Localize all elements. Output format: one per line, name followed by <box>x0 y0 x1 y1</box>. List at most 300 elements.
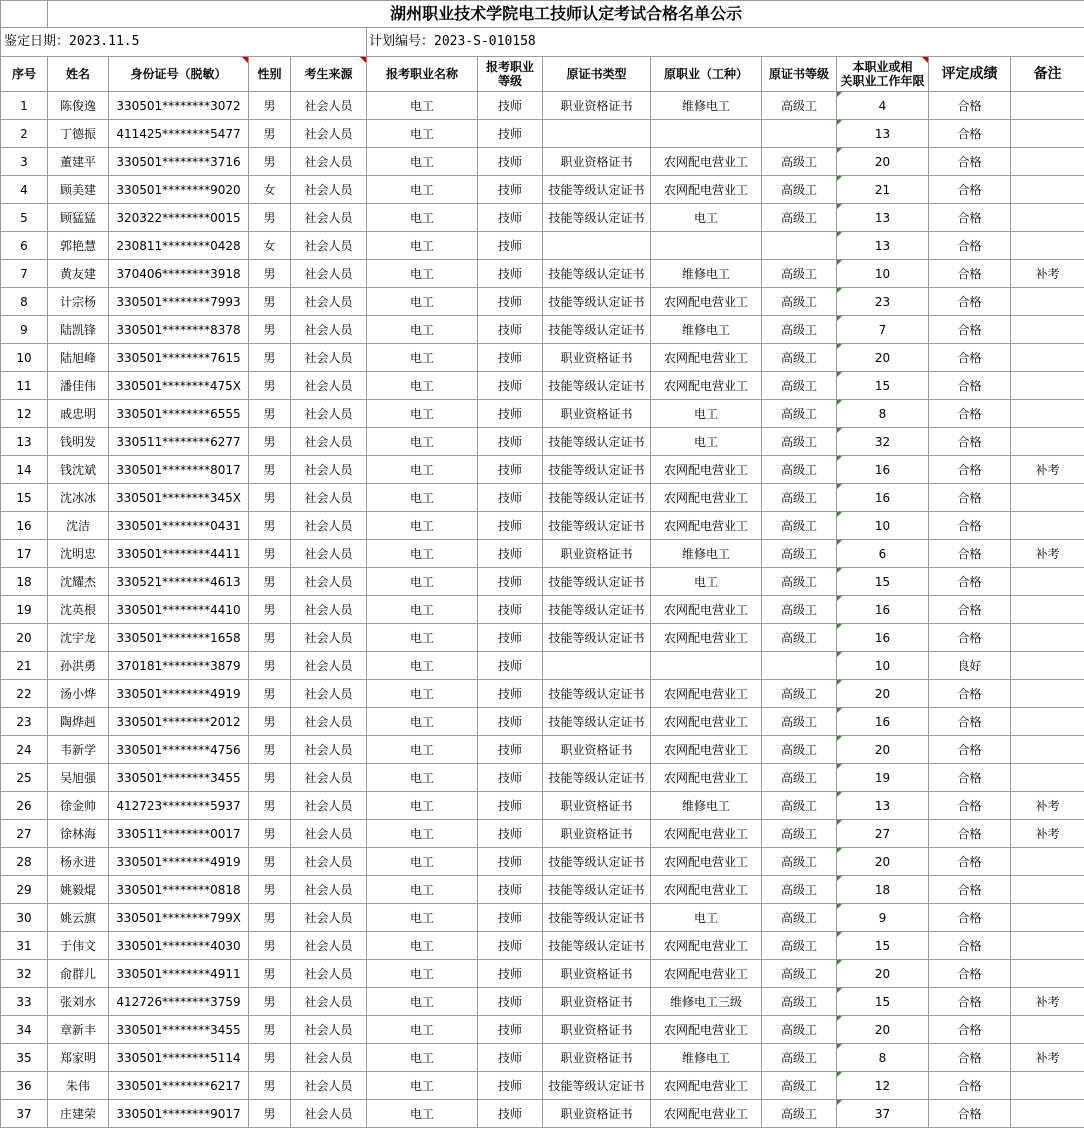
cell-occupation[interactable]: 电工 <box>367 92 478 120</box>
cell-cert-type[interactable]: 技能等级认定证书 <box>543 848 651 876</box>
cell-remarks[interactable]: 补考 <box>1011 456 1084 484</box>
cell-source[interactable]: 社会人员 <box>291 176 367 204</box>
cell-id-number[interactable]: 330521********4613 <box>109 568 249 596</box>
cell-source[interactable]: 社会人员 <box>291 512 367 540</box>
cell-gender[interactable]: 男 <box>249 792 291 820</box>
cell-original-occupation[interactable]: 农网配电营业工 <box>651 456 762 484</box>
cell-seq[interactable]: 28 <box>1 848 48 876</box>
cell-source[interactable]: 社会人员 <box>291 456 367 484</box>
cell-id-number[interactable]: 330501********9017 <box>109 1100 249 1128</box>
cell-gender[interactable]: 男 <box>249 960 291 988</box>
cell-work-years[interactable]: 20 <box>837 736 929 764</box>
cell-level[interactable]: 技师 <box>478 988 543 1016</box>
cell-occupation[interactable]: 电工 <box>367 176 478 204</box>
cell-source[interactable]: 社会人员 <box>291 876 367 904</box>
header-level[interactable] <box>478 57 543 92</box>
cell-work-years[interactable]: 16 <box>837 624 929 652</box>
cell-occupation[interactable]: 电工 <box>367 848 478 876</box>
cell-id-number[interactable]: 330501********475X <box>109 372 249 400</box>
cell-gender[interactable]: 女 <box>249 232 291 260</box>
cell-level[interactable]: 技师 <box>478 568 543 596</box>
cell-id-number[interactable]: 411425********5477 <box>109 120 249 148</box>
cell-occupation[interactable]: 电工 <box>367 820 478 848</box>
cell-remarks[interactable] <box>1011 204 1084 232</box>
cell-level[interactable]: 技师 <box>478 456 543 484</box>
cell-occupation[interactable]: 电工 <box>367 876 478 904</box>
cell-source[interactable]: 社会人员 <box>291 848 367 876</box>
cell-gender[interactable]: 男 <box>249 904 291 932</box>
cell-level[interactable]: 技师 <box>478 764 543 792</box>
cell-gender[interactable]: 男 <box>249 428 291 456</box>
cell-occupation[interactable]: 电工 <box>367 316 478 344</box>
cell-cert-level[interactable]: 高级工 <box>762 92 837 120</box>
cell-result[interactable]: 合格 <box>929 428 1011 456</box>
cell-id-number[interactable]: 330501********4410 <box>109 596 249 624</box>
cell-original-occupation[interactable]: 维修电工 <box>651 792 762 820</box>
cell-original-occupation[interactable] <box>651 652 762 680</box>
cell-cert-level[interactable]: 高级工 <box>762 344 837 372</box>
cell-occupation[interactable]: 电工 <box>367 596 478 624</box>
cell-name[interactable]: 姚云旗 <box>48 904 109 932</box>
cell-cert-level[interactable]: 高级工 <box>762 596 837 624</box>
cell-gender[interactable]: 男 <box>249 260 291 288</box>
cell-cert-type[interactable]: 职业资格证书 <box>543 148 651 176</box>
cell-cert-level[interactable]: 高级工 <box>762 148 837 176</box>
cell-id-number[interactable]: 330501********8378 <box>109 316 249 344</box>
cell-level[interactable]: 技师 <box>478 904 543 932</box>
cell-cert-type[interactable]: 技能等级认定证书 <box>543 204 651 232</box>
cell-id-number[interactable]: 330501********6555 <box>109 400 249 428</box>
cell-level[interactable]: 技师 <box>478 428 543 456</box>
cell-cert-level[interactable]: 高级工 <box>762 904 837 932</box>
cell-name[interactable]: 陆旭峰 <box>48 344 109 372</box>
cell-original-occupation[interactable]: 电工 <box>651 904 762 932</box>
cell-cert-type[interactable]: 技能等级认定证书 <box>543 288 651 316</box>
cell-result[interactable]: 合格 <box>929 456 1011 484</box>
cell-gender[interactable]: 男 <box>249 624 291 652</box>
cell-cert-level[interactable]: 高级工 <box>762 260 837 288</box>
cell-id-number[interactable]: 230811********0428 <box>109 232 249 260</box>
cell-cert-level[interactable]: 高级工 <box>762 932 837 960</box>
cell-level[interactable]: 技师 <box>478 680 543 708</box>
cell-result[interactable]: 合格 <box>929 820 1011 848</box>
cell-result[interactable]: 合格 <box>929 764 1011 792</box>
cell-original-occupation[interactable]: 农网配电营业工 <box>651 624 762 652</box>
cell-name[interactable]: 潘佳伟 <box>48 372 109 400</box>
cell-level[interactable]: 技师 <box>478 540 543 568</box>
cell-seq[interactable]: 3 <box>1 148 48 176</box>
cell-occupation[interactable]: 电工 <box>367 904 478 932</box>
cell-level[interactable]: 技师 <box>478 372 543 400</box>
cell-work-years[interactable]: 18 <box>837 876 929 904</box>
cell-occupation[interactable]: 电工 <box>367 148 478 176</box>
cell-cert-type[interactable]: 职业资格证书 <box>543 400 651 428</box>
cell-cert-level[interactable]: 高级工 <box>762 624 837 652</box>
cell-result[interactable]: 合格 <box>929 708 1011 736</box>
cell-remarks[interactable] <box>1011 764 1084 792</box>
cell-remarks[interactable] <box>1011 372 1084 400</box>
cell-gender[interactable]: 男 <box>249 400 291 428</box>
cell-seq[interactable]: 31 <box>1 932 48 960</box>
cell-remarks[interactable]: 补考 <box>1011 1044 1084 1072</box>
cell-result[interactable]: 合格 <box>929 624 1011 652</box>
cell-name[interactable]: 孙洪勇 <box>48 652 109 680</box>
cell-original-occupation[interactable] <box>651 120 762 148</box>
cell-source[interactable]: 社会人员 <box>291 1044 367 1072</box>
cell-name[interactable]: 陶烨赳 <box>48 708 109 736</box>
cell-gender[interactable]: 男 <box>249 680 291 708</box>
cell-work-years[interactable]: 13 <box>837 204 929 232</box>
cell-source[interactable]: 社会人员 <box>291 568 367 596</box>
cell-source[interactable]: 社会人员 <box>291 652 367 680</box>
cell-result[interactable]: 合格 <box>929 288 1011 316</box>
cell-source[interactable]: 社会人员 <box>291 1100 367 1128</box>
cell-remarks[interactable]: 补考 <box>1011 260 1084 288</box>
cell-seq[interactable]: 25 <box>1 764 48 792</box>
cell-remarks[interactable]: 补考 <box>1011 792 1084 820</box>
cell-seq[interactable]: 19 <box>1 596 48 624</box>
cell-occupation[interactable]: 电工 <box>367 1100 478 1128</box>
cell-result[interactable]: 合格 <box>929 92 1011 120</box>
cell-seq[interactable]: 17 <box>1 540 48 568</box>
cell-source[interactable]: 社会人员 <box>291 1016 367 1044</box>
cell-seq[interactable]: 7 <box>1 260 48 288</box>
cell-cert-level[interactable]: 高级工 <box>762 372 837 400</box>
cell-level[interactable]: 技师 <box>478 624 543 652</box>
cell-occupation[interactable]: 电工 <box>367 260 478 288</box>
cell-remarks[interactable] <box>1011 400 1084 428</box>
cell-cert-type[interactable]: 职业资格证书 <box>543 1044 651 1072</box>
cell-remarks[interactable] <box>1011 120 1084 148</box>
cell-name[interactable]: 俞群儿 <box>48 960 109 988</box>
cell-id-number[interactable]: 330501********3072 <box>109 92 249 120</box>
cell-result[interactable]: 合格 <box>929 1100 1011 1128</box>
cell-level[interactable]: 技师 <box>478 512 543 540</box>
cell-source[interactable]: 社会人员 <box>291 540 367 568</box>
cell-id-number[interactable]: 330501********3455 <box>109 1016 249 1044</box>
cell-level[interactable]: 技师 <box>478 260 543 288</box>
cell-gender[interactable]: 男 <box>249 372 291 400</box>
cell-id-number[interactable]: 330501********2012 <box>109 708 249 736</box>
cell-source[interactable]: 社会人员 <box>291 708 367 736</box>
cell-occupation[interactable]: 电工 <box>367 680 478 708</box>
cell-occupation[interactable]: 电工 <box>367 736 478 764</box>
cell-original-occupation[interactable]: 农网配电营业工 <box>651 372 762 400</box>
cell-result[interactable]: 合格 <box>929 568 1011 596</box>
title-gutter-cell[interactable] <box>1 1 48 28</box>
cell-gender[interactable]: 男 <box>249 92 291 120</box>
cell-original-occupation[interactable]: 维修电工 <box>651 260 762 288</box>
cell-remarks[interactable] <box>1011 568 1084 596</box>
cell-level[interactable]: 技师 <box>478 960 543 988</box>
cell-name[interactable]: 庄建荣 <box>48 1100 109 1128</box>
cell-source[interactable]: 社会人员 <box>291 1072 367 1100</box>
cell-remarks[interactable]: 补考 <box>1011 540 1084 568</box>
cell-gender[interactable]: 男 <box>249 540 291 568</box>
cell-source[interactable]: 社会人员 <box>291 316 367 344</box>
exam-date[interactable]: 鉴定日期：2023.11.5 <box>1 28 367 57</box>
cell-remarks[interactable] <box>1011 596 1084 624</box>
cell-name[interactable]: 沈冰冰 <box>48 484 109 512</box>
cell-remarks[interactable] <box>1011 876 1084 904</box>
cell-seq[interactable]: 8 <box>1 288 48 316</box>
cell-work-years[interactable]: 20 <box>837 960 929 988</box>
cell-occupation[interactable]: 电工 <box>367 1044 478 1072</box>
cell-gender[interactable]: 男 <box>249 652 291 680</box>
cell-occupation[interactable]: 电工 <box>367 204 478 232</box>
cell-cert-level[interactable]: 高级工 <box>762 456 837 484</box>
cell-name[interactable]: 顾美建 <box>48 176 109 204</box>
cell-name[interactable]: 钱明发 <box>48 428 109 456</box>
cell-result[interactable]: 合格 <box>929 1044 1011 1072</box>
cell-cert-level[interactable]: 高级工 <box>762 736 837 764</box>
cell-work-years[interactable]: 9 <box>837 904 929 932</box>
cell-result[interactable]: 合格 <box>929 876 1011 904</box>
cell-name[interactable]: 沈洁 <box>48 512 109 540</box>
cell-result[interactable]: 合格 <box>929 792 1011 820</box>
cell-gender[interactable]: 男 <box>249 344 291 372</box>
cell-level[interactable]: 技师 <box>478 232 543 260</box>
cell-level[interactable]: 技师 <box>478 400 543 428</box>
cell-work-years[interactable]: 20 <box>837 148 929 176</box>
cell-id-number[interactable]: 370181********3879 <box>109 652 249 680</box>
cell-occupation[interactable]: 电工 <box>367 568 478 596</box>
page-title[interactable]: 湖州职业技术学院电工技师认定考试合格名单公示 <box>48 1 1084 28</box>
cell-remarks[interactable] <box>1011 232 1084 260</box>
cell-occupation[interactable]: 电工 <box>367 512 478 540</box>
cell-occupation[interactable]: 电工 <box>367 1072 478 1100</box>
cell-result[interactable]: 合格 <box>929 148 1011 176</box>
cell-name[interactable]: 朱伟 <box>48 1072 109 1100</box>
cell-cert-type[interactable]: 技能等级认定证书 <box>543 764 651 792</box>
cell-seq[interactable]: 30 <box>1 904 48 932</box>
cell-remarks[interactable] <box>1011 512 1084 540</box>
cell-source[interactable]: 社会人员 <box>291 260 367 288</box>
cell-cert-level[interactable]: 高级工 <box>762 316 837 344</box>
cell-name[interactable]: 徐林海 <box>48 820 109 848</box>
cell-original-occupation[interactable]: 电工 <box>651 428 762 456</box>
cell-cert-type[interactable]: 职业资格证书 <box>543 1016 651 1044</box>
cell-id-number[interactable]: 330501********9020 <box>109 176 249 204</box>
cell-source[interactable]: 社会人员 <box>291 484 367 512</box>
cell-name[interactable]: 沈英根 <box>48 596 109 624</box>
cell-source[interactable]: 社会人员 <box>291 960 367 988</box>
cell-id-number[interactable]: 330501********6217 <box>109 1072 249 1100</box>
header-occupation[interactable]: 报考职业名称 <box>367 57 478 92</box>
cell-occupation[interactable]: 电工 <box>367 1016 478 1044</box>
cell-cert-level[interactable] <box>762 120 837 148</box>
cell-occupation[interactable]: 电工 <box>367 764 478 792</box>
cell-original-occupation[interactable] <box>651 232 762 260</box>
cell-seq[interactable]: 34 <box>1 1016 48 1044</box>
cell-id-number[interactable]: 412726********3759 <box>109 988 249 1016</box>
cell-gender[interactable]: 男 <box>249 1072 291 1100</box>
cell-seq[interactable]: 5 <box>1 204 48 232</box>
cell-cert-level[interactable]: 高级工 <box>762 988 837 1016</box>
cell-work-years[interactable]: 10 <box>837 512 929 540</box>
cell-name[interactable]: 章新丰 <box>48 1016 109 1044</box>
cell-cert-level[interactable]: 高级工 <box>762 288 837 316</box>
header-id-number[interactable]: 身份证号（脱敏） <box>109 57 249 92</box>
cell-remarks[interactable] <box>1011 652 1084 680</box>
cell-seq[interactable]: 10 <box>1 344 48 372</box>
cell-source[interactable]: 社会人员 <box>291 232 367 260</box>
cell-cert-type[interactable] <box>543 232 651 260</box>
plan-number[interactable]: 计划编号：2023-S-010158 <box>367 28 1084 57</box>
cell-seq[interactable]: 18 <box>1 568 48 596</box>
cell-name[interactable]: 吴旭强 <box>48 764 109 792</box>
cell-id-number[interactable]: 330501********4411 <box>109 540 249 568</box>
cell-id-number[interactable]: 330501********7993 <box>109 288 249 316</box>
cell-work-years[interactable]: 19 <box>837 764 929 792</box>
cell-cert-type[interactable]: 技能等级认定证书 <box>543 708 651 736</box>
cell-gender[interactable]: 男 <box>249 288 291 316</box>
cell-seq[interactable]: 36 <box>1 1072 48 1100</box>
cell-work-years[interactable]: 12 <box>837 1072 929 1100</box>
cell-id-number[interactable]: 330511********6277 <box>109 428 249 456</box>
cell-result[interactable]: 合格 <box>929 988 1011 1016</box>
cell-gender[interactable]: 男 <box>249 484 291 512</box>
cell-name[interactable]: 顾猛猛 <box>48 204 109 232</box>
cell-cert-type[interactable]: 职业资格证书 <box>543 960 651 988</box>
cell-result[interactable]: 合格 <box>929 680 1011 708</box>
cell-name[interactable]: 郭艳慧 <box>48 232 109 260</box>
cell-work-years[interactable]: 32 <box>837 428 929 456</box>
cell-source[interactable]: 社会人员 <box>291 372 367 400</box>
cell-remarks[interactable] <box>1011 848 1084 876</box>
cell-cert-type[interactable]: 技能等级认定证书 <box>543 624 651 652</box>
cell-cert-level[interactable]: 高级工 <box>762 428 837 456</box>
cell-gender[interactable]: 男 <box>249 764 291 792</box>
cell-original-occupation[interactable]: 农网配电营业工 <box>651 344 762 372</box>
cell-cert-type[interactable]: 技能等级认定证书 <box>543 904 651 932</box>
cell-remarks[interactable] <box>1011 92 1084 120</box>
cell-work-years[interactable]: 16 <box>837 456 929 484</box>
cell-level[interactable]: 技师 <box>478 204 543 232</box>
cell-id-number[interactable]: 330501********4756 <box>109 736 249 764</box>
cell-original-occupation[interactable]: 农网配电营业工 <box>651 848 762 876</box>
cell-gender[interactable]: 男 <box>249 708 291 736</box>
cell-work-years[interactable]: 7 <box>837 316 929 344</box>
cell-level[interactable]: 技师 <box>478 596 543 624</box>
cell-result[interactable]: 合格 <box>929 176 1011 204</box>
cell-original-occupation[interactable]: 维修电工 <box>651 316 762 344</box>
cell-cert-type[interactable]: 技能等级认定证书 <box>543 456 651 484</box>
cell-cert-level[interactable]: 高级工 <box>762 960 837 988</box>
cell-cert-level[interactable]: 高级工 <box>762 484 837 512</box>
cell-remarks[interactable] <box>1011 344 1084 372</box>
cell-gender[interactable]: 男 <box>249 736 291 764</box>
cell-result[interactable]: 合格 <box>929 484 1011 512</box>
cell-cert-type[interactable]: 技能等级认定证书 <box>543 176 651 204</box>
cell-seq[interactable]: 24 <box>1 736 48 764</box>
cell-source[interactable]: 社会人员 <box>291 148 367 176</box>
cell-work-years[interactable]: 10 <box>837 652 929 680</box>
cell-seq[interactable]: 6 <box>1 232 48 260</box>
cell-result[interactable]: 合格 <box>929 904 1011 932</box>
cell-cert-level[interactable]: 高级工 <box>762 764 837 792</box>
cell-cert-type[interactable] <box>543 120 651 148</box>
cell-occupation[interactable]: 电工 <box>367 624 478 652</box>
cell-source[interactable]: 社会人员 <box>291 120 367 148</box>
cell-name[interactable]: 黄友建 <box>48 260 109 288</box>
cell-result[interactable]: 合格 <box>929 1016 1011 1044</box>
cell-result[interactable]: 合格 <box>929 232 1011 260</box>
cell-original-occupation[interactable]: 农网配电营业工 <box>651 484 762 512</box>
cell-name[interactable]: 戚忠明 <box>48 400 109 428</box>
cell-name[interactable]: 陆凯锋 <box>48 316 109 344</box>
cell-work-years[interactable]: 13 <box>837 792 929 820</box>
cell-occupation[interactable]: 电工 <box>367 428 478 456</box>
cell-seq[interactable]: 21 <box>1 652 48 680</box>
cell-source[interactable]: 社会人员 <box>291 820 367 848</box>
cell-level[interactable]: 技师 <box>478 288 543 316</box>
cell-work-years[interactable]: 16 <box>837 596 929 624</box>
cell-id-number[interactable]: 330501********4919 <box>109 680 249 708</box>
cell-id-number[interactable]: 330501********3716 <box>109 148 249 176</box>
cell-seq[interactable]: 9 <box>1 316 48 344</box>
cell-remarks[interactable] <box>1011 316 1084 344</box>
cell-cert-type[interactable]: 技能等级认定证书 <box>543 680 651 708</box>
cell-level[interactable]: 技师 <box>478 1100 543 1128</box>
cell-name[interactable]: 丁德振 <box>48 120 109 148</box>
cell-result[interactable]: 良好 <box>929 652 1011 680</box>
cell-id-number[interactable]: 330501********4030 <box>109 932 249 960</box>
cell-work-years[interactable]: 20 <box>837 344 929 372</box>
header-result[interactable]: 评定成绩 <box>929 57 1011 92</box>
cell-remarks[interactable] <box>1011 904 1084 932</box>
cell-original-occupation[interactable]: 农网配电营业工 <box>651 1072 762 1100</box>
cell-cert-type[interactable]: 技能等级认定证书 <box>543 596 651 624</box>
cell-id-number[interactable]: 330501********0431 <box>109 512 249 540</box>
cell-occupation[interactable]: 电工 <box>367 288 478 316</box>
cell-cert-level[interactable]: 高级工 <box>762 848 837 876</box>
cell-source[interactable]: 社会人员 <box>291 624 367 652</box>
cell-work-years[interactable]: 27 <box>837 820 929 848</box>
cell-cert-level[interactable]: 高级工 <box>762 1072 837 1100</box>
cell-original-occupation[interactable]: 农网配电营业工 <box>651 876 762 904</box>
cell-remarks[interactable] <box>1011 960 1084 988</box>
cell-work-years[interactable]: 8 <box>837 1044 929 1072</box>
cell-id-number[interactable]: 330501********4911 <box>109 960 249 988</box>
cell-work-years[interactable]: 8 <box>837 400 929 428</box>
cell-level[interactable]: 技师 <box>478 120 543 148</box>
cell-original-occupation[interactable]: 维修电工 <box>651 1044 762 1072</box>
cell-remarks[interactable] <box>1011 1016 1084 1044</box>
cell-result[interactable]: 合格 <box>929 260 1011 288</box>
cell-original-occupation[interactable]: 维修电工三级 <box>651 988 762 1016</box>
cell-remarks[interactable] <box>1011 288 1084 316</box>
cell-result[interactable]: 合格 <box>929 316 1011 344</box>
cell-seq[interactable]: 35 <box>1 1044 48 1072</box>
cell-id-number[interactable]: 330501********345X <box>109 484 249 512</box>
cell-source[interactable]: 社会人员 <box>291 344 367 372</box>
cell-remarks[interactable]: 补考 <box>1011 820 1084 848</box>
header-seq[interactable]: 序号 <box>1 57 48 92</box>
cell-level[interactable]: 技师 <box>478 736 543 764</box>
cell-gender[interactable]: 男 <box>249 848 291 876</box>
cell-gender[interactable]: 男 <box>249 456 291 484</box>
cell-cert-level[interactable]: 高级工 <box>762 568 837 596</box>
cell-cert-type[interactable]: 技能等级认定证书 <box>543 428 651 456</box>
cell-work-years[interactable]: 10 <box>837 260 929 288</box>
cell-work-years[interactable]: 21 <box>837 176 929 204</box>
cell-gender[interactable]: 男 <box>249 1016 291 1044</box>
cell-level[interactable]: 技师 <box>478 1044 543 1072</box>
cell-original-occupation[interactable]: 农网配电营业工 <box>651 1100 762 1128</box>
cell-cert-type[interactable]: 技能等级认定证书 <box>543 568 651 596</box>
cell-cert-level[interactable] <box>762 652 837 680</box>
